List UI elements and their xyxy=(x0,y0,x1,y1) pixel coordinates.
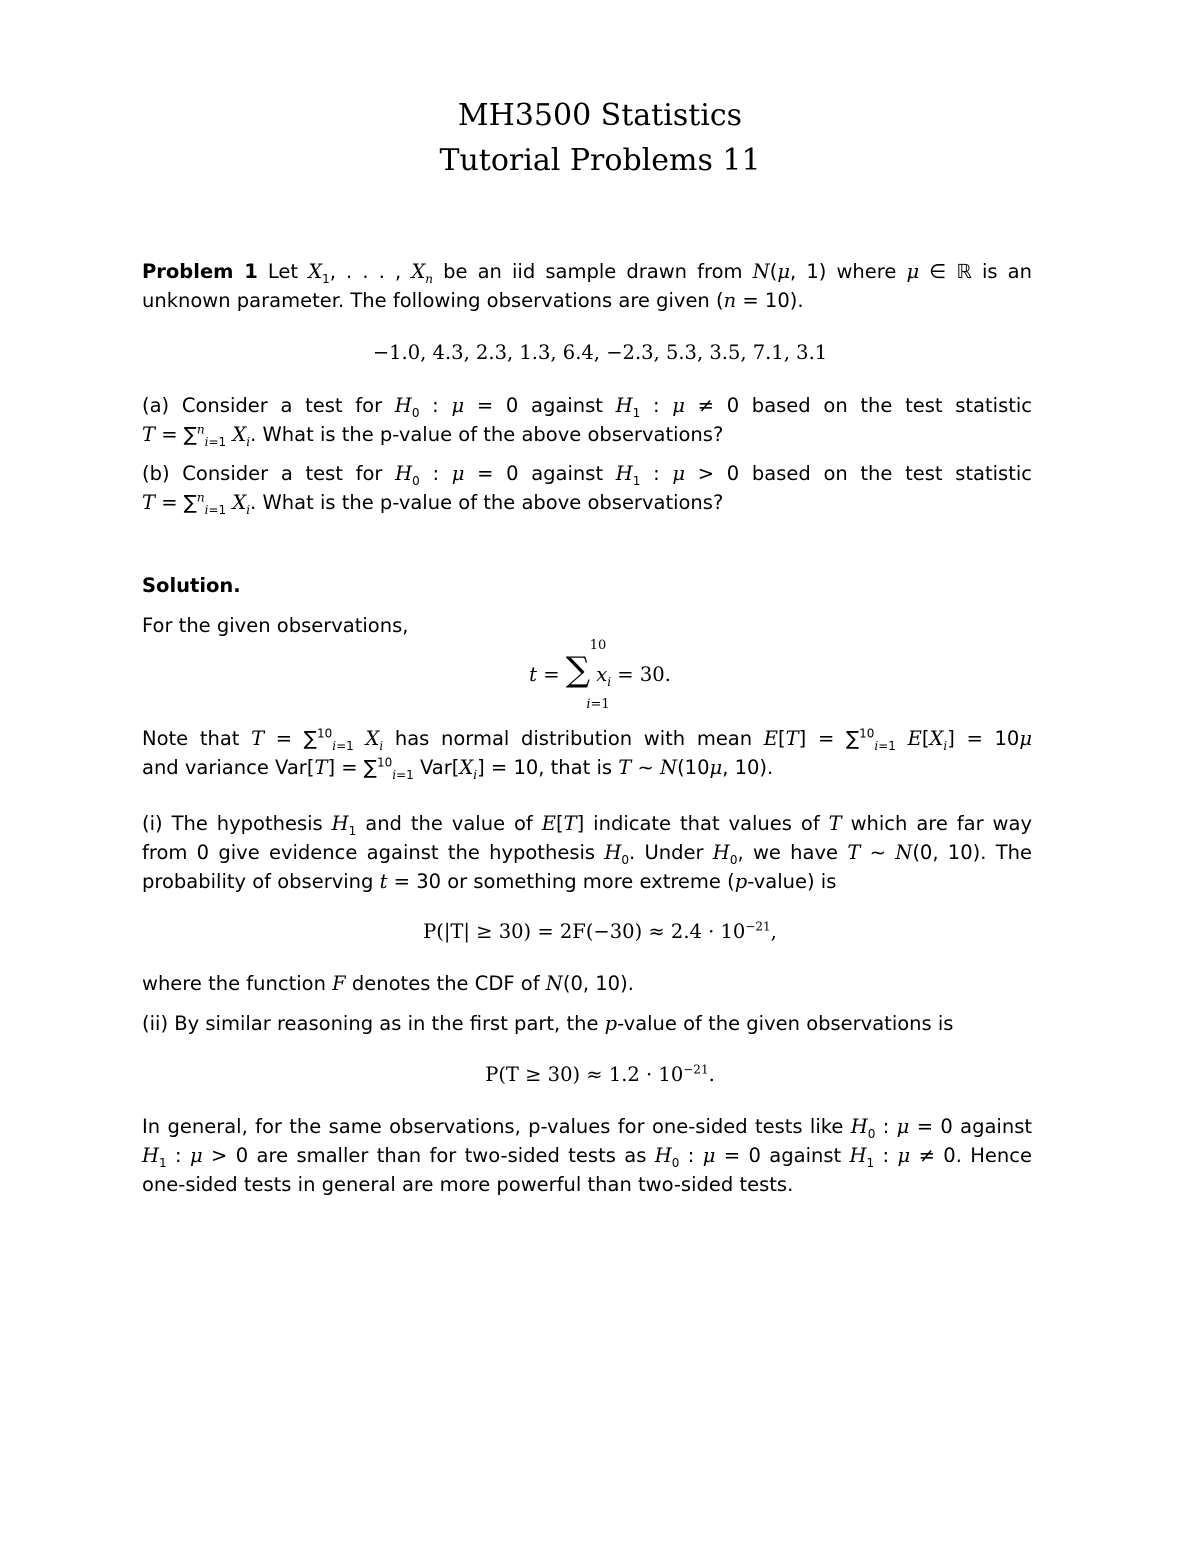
conclusion-line-3: one-sided tests in general are more powerful than two-sided tests. xyxy=(142,1173,794,1196)
sum-lower-limit: i=1 xyxy=(586,697,610,712)
part-b-line-2: T = ∑$^n_{i=1}$ $X_i$. What is the p-value of the above observations? xyxy=(142,490,724,517)
p-value-two-sided-expr: P(|T| ≥ 30) = 2F(−30) ≈ 2.4 · 10 xyxy=(423,920,746,943)
part-ii-line: (ii) By similar reasoning as in the first part, the p-value of the given observations is xyxy=(142,1012,954,1035)
conclusion-line-2: $H_1$ : μ > 0 are smaller than for two-sided tests as $H_0$ : μ = 0 against $H_1$ : μ ≠ 0. Hence xyxy=(142,1144,1033,1170)
p-value-two-sided: $P(|T| \ge 30) = 2F(-30) \approx 2.4 \cdot 10^{-21}$, xyxy=(423,919,777,943)
sum-equation: t = ∑ $x_i = 30$. xyxy=(529,650,671,690)
note-line-1: Note that T = ∑$^{10}_{i=1}$ $X_i$ has normal distribution with mean E[T] = ∑$^{10}_{i=1}$ $E[X_i] = 10\mu$ xyxy=(142,726,1032,753)
part-a-line-2: T = ∑$^n_{i=1}$ $X_i$. What is the p-value of the above observations? xyxy=(142,422,724,449)
conclusion-line-1: In general, for the same observations, p-values for one-sided tests like $H_0$ : μ = 0 against xyxy=(142,1115,1033,1141)
p-value-one-sided: $P(T \ge 30) \approx 1.2 \cdot 10^{-21}$. xyxy=(485,1062,715,1086)
problem-line-2: unknown parameter. The following observations are given (n = 10). xyxy=(142,289,804,312)
p-value-two-sided-exponent: −21 xyxy=(745,919,771,934)
document-subtitle: Tutorial Problems 11 xyxy=(439,143,761,178)
observations-list: −1.0, 4.3, 2.3, 1.3, 6.4, −2.3, 5.3, 3.5, 7.1, 3.1 xyxy=(372,341,828,364)
solution-label: Solution. xyxy=(142,574,241,597)
p-value-one-sided-expr: P(T ≥ 30) ≈ 1.2 · 10 xyxy=(485,1063,684,1086)
sum-upper-limit: 10 xyxy=(589,638,607,653)
part-a-line-1: (a) Consider a test for $H_0$ : μ = 0 against $H_1$ : μ ≠ 0 based on the test statistic xyxy=(142,394,1033,420)
document-title: MH3500 Statistics xyxy=(457,98,743,133)
note-line-2: and variance Var[T] = ∑$^{10}_{i=1}$ $Var[X_i] = 10$, that is T ∼ N(10μ, 10). xyxy=(142,755,774,782)
problem-label: Problem 1 xyxy=(142,260,258,283)
part-i-line-2: from 0 give evidence against the hypothesis $H_0$. Under $H_0$, we have T ∼ N(0, 10). The xyxy=(142,841,1032,867)
solution-intro: For the given observations, xyxy=(142,614,409,637)
part-b-line-1: (b) Consider a test for $H_0$ : μ = 0 against $H_1$ : μ > 0 based on the test statistic xyxy=(142,462,1033,488)
part-i-line-1: (i) The hypothesis $H_1$ and the value of E[T] indicate that values of T which are far way xyxy=(142,812,1032,838)
cdf-note: where the function F denotes the CDF of N(0, 10). xyxy=(142,972,634,995)
part-i-line-3: probability of observing t = 30 or something more extreme (p-value) is xyxy=(142,870,837,893)
p-value-one-sided-exponent: −21 xyxy=(683,1062,709,1077)
problem-line-1: Problem 1 Let $X_1$, . . . , $X_n$ be an iid sample drawn from N(μ, 1) where μ ∈ ℝ is an xyxy=(142,260,1032,286)
